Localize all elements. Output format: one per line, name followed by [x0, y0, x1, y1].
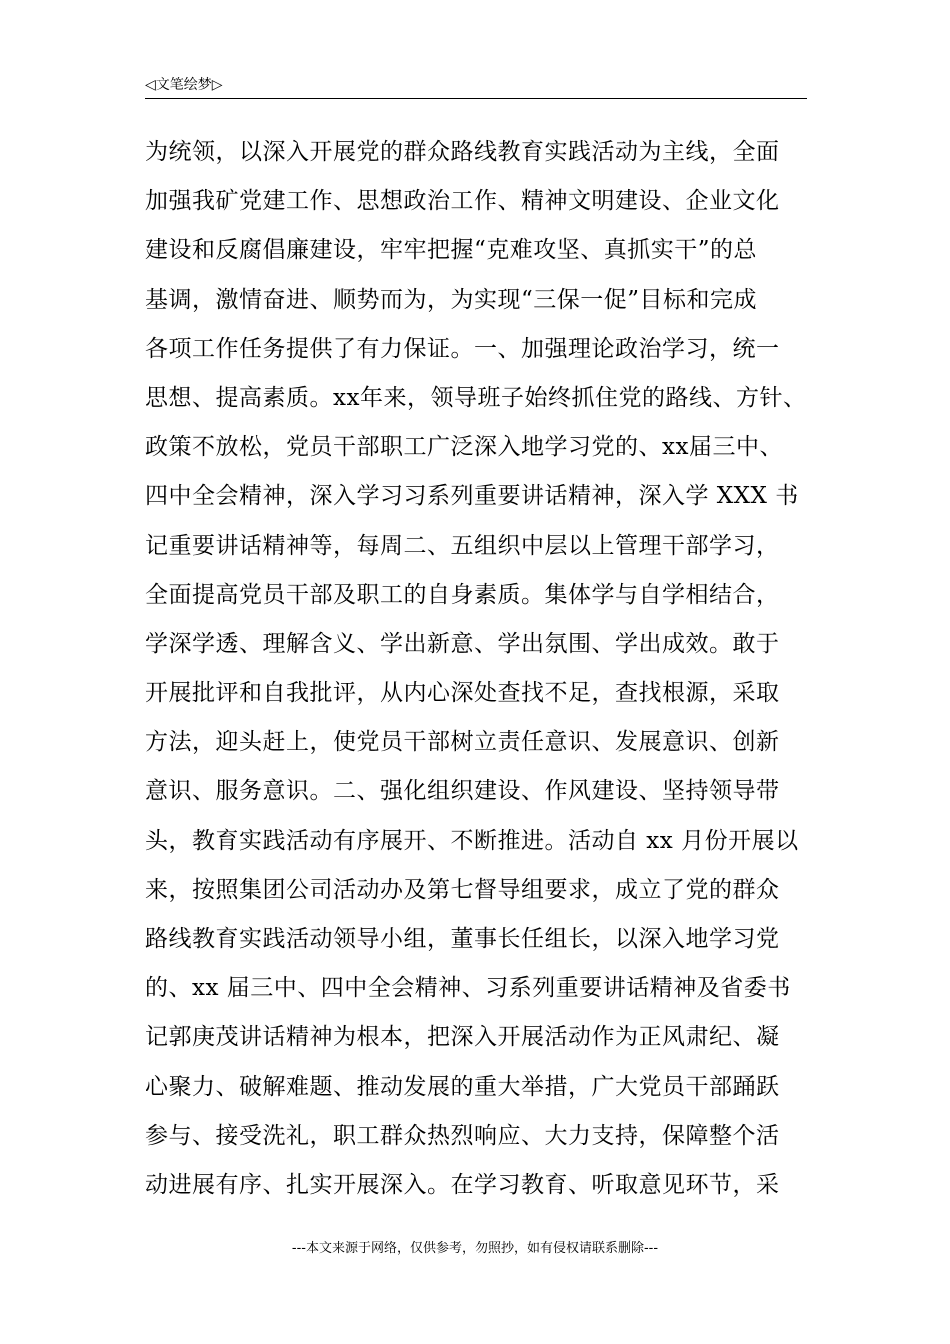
body-line: 各项工作任务提供了有力保证。一、加强理论政治学习，统一 — [145, 335, 780, 362]
body-line: 参与、接受洗礼，职工群众热烈响应、大力支持，保障整个活 — [145, 1122, 780, 1149]
body-line: 来，按照集团公司活动办及第七督导组要求，成立了党的群众 — [145, 876, 780, 903]
body-line: 心聚力、破解难题、推动发展的重大举措，广大党员干部踊跃 — [145, 1073, 780, 1100]
body-line: 建设和反腐倡廉建设，牢牢把握“克难攻坚、真抓实干”的总 — [145, 237, 758, 264]
body-line: 四中全会精神，深入学习习系列重要讲话精神，深入学 XXX 书 — [145, 483, 799, 510]
body-line: 政策不放松，党员干部职工广泛深入地学习党的、xx届三中、 — [145, 434, 783, 461]
body-line: 为统领，以深入开展党的群众路线教育实践活动为主线，全面 — [145, 139, 780, 165]
body-line: 方法，迎头赶上，使党员干部树立责任意识、发展意识、创新 — [145, 729, 780, 756]
body-line: 记郭庚茂讲话精神为根本，把深入开展活动作为正风肃纪、凝 — [145, 1024, 780, 1051]
body-line: 记重要讲话精神等，每周二、五组织中层以上管理干部学习， — [145, 532, 780, 559]
body-line: 开展批评和自我批评，从内心深处查找不足，查找根源，采取 — [145, 680, 780, 707]
body-line: 学深学透、理解含义、学出新意、学出氛围、学出成效。敢于 — [145, 630, 780, 657]
body-line: 头，教育实践活动有序展开、不断推进。活动自 xx 月份开展以 — [145, 827, 799, 854]
body-line: 意识、服务意识。二、强化组织建设、作风建设、坚持领导带 — [145, 778, 780, 805]
body-line: 动进展有序、扎实开展深入。在学习教育、听取意见环节，采 — [145, 1171, 780, 1198]
body-line: 思想、提高素质。xx年来，领导班子始终抓住党的路线、方针、 — [145, 384, 807, 411]
header-title: ◁文笔绘梦▷ — [145, 77, 223, 93]
body-line: 全面提高党员干部及职工的自身素质。集体学与自学相结合， — [145, 581, 780, 608]
body-line: 加强我矿党建工作、思想政治工作、精神文明建设、企业文化 — [145, 188, 780, 215]
document-body — [145, 128, 810, 1210]
body-line: 的、xx 届三中、四中全会精神、习系列重要讲话精神及省委书 — [145, 975, 791, 1002]
body-line: 路线教育实践活动领导小组，董事长任组长，以深入地学习党 — [145, 926, 780, 952]
body-line: 基调，激情奋进、顺势而为，为实现“三保一促”目标和完成 — [145, 286, 758, 313]
page-footer: ---本文来源于网络，仅供参考，勿照抄，如有侵权请联系删除--- — [291, 1241, 659, 1256]
page-header — [145, 74, 807, 99]
